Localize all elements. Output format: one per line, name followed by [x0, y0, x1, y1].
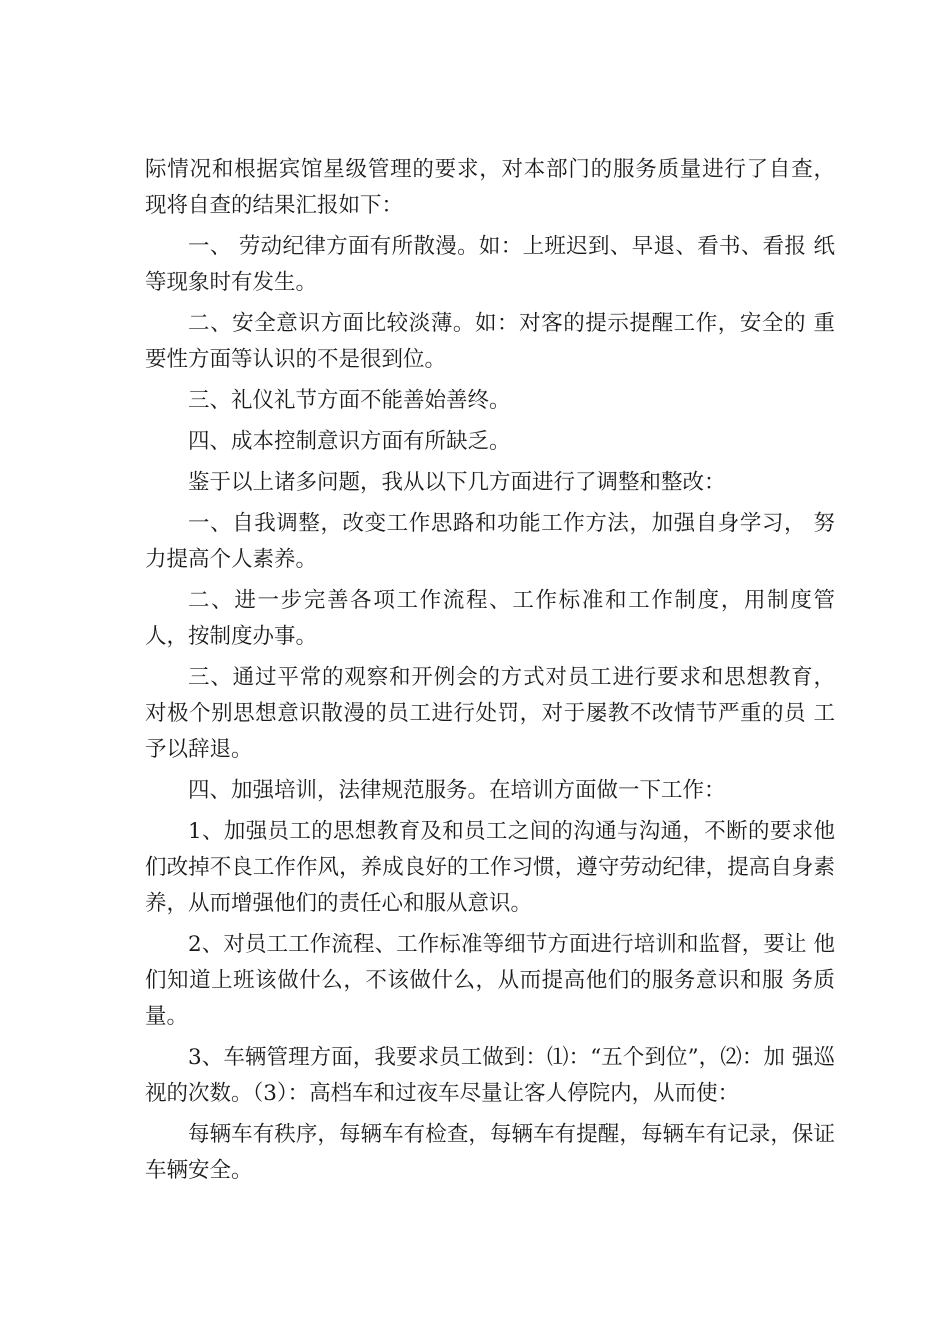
paragraph-measure-3: 三、通过平常的观察和开例会的方式对员工进行要求和思想教育， 对极个别思想意识散漫的员工进行处罚，对于屡教不改情节严重的员 工予以辞退。 — [145, 665, 835, 762]
paragraph-issue-3: 三、礼仪礼节方面不能善始善终。 — [188, 388, 511, 413]
paragraph-issue-1: 一、 劳动纪律方面有所散漫。如：上班迟到、早退、看书、看报 纸等现象时有发生。 — [145, 234, 835, 295]
paragraph-training-2: 2、对员工工作流程、工作标准等细节方面进行培训和监督，要让 他们知道上班该做什么，不该做什么，从而提高他们的服务意识和服 务质量。 — [145, 932, 835, 1029]
paragraph-vehicle-safety: 每辆车有秩序，每辆车有检查，每辆车有提醒，每辆车有记录，保证 车辆安全。 — [145, 1122, 835, 1183]
paragraph-issue-4: 四、成本控制意识方面有所缺乏。 — [188, 429, 511, 454]
paragraph-measure-4: 四、加强培训，法律规范服务。在培训方面做一下工作： — [188, 778, 726, 803]
paragraph-measure-1: 一、自我调整，改变工作思路和功能工作方法，加强自身学习， 努力提高个人素养。 — [145, 511, 835, 572]
paragraph-training-3: 3、车辆管理方面，我要求员工做到：⑴：“五个到位”，⑵：加 强巡视的次数。（3）：高档车和过夜车尽量让客人停院内，从而使： — [145, 1045, 835, 1106]
paragraph-intro: 际情况和根据宾馆星级管理的要求，对本部门的服务质量进行了自查， 现将自查的结果汇报如下： — [145, 157, 835, 218]
paragraph-training-1: 1、加强员工的思想教育及和员工之间的沟通与沟通，不断的要求他们改掉不良工作作风，养成良好的工作习惯，遵守劳动纪律，提高自身素养，从而增强他们的责任心和服从意识。 — [145, 819, 835, 916]
paragraph-issue-2: 二、安全意识方面比较淡薄。如：对客的提示提醒工作，安全的 重要性方面等认识的不是很到位。 — [145, 311, 835, 372]
paragraph-transition: 鉴于以上诸多问题，我从以下几方面进行了调整和整改： — [188, 470, 726, 495]
document-body — [145, 152, 835, 1194]
paragraph-measure-2: 二、进一步完善各项工作流程、工作标准和工作制度，用制度管 人，按制度办事。 — [145, 588, 835, 649]
